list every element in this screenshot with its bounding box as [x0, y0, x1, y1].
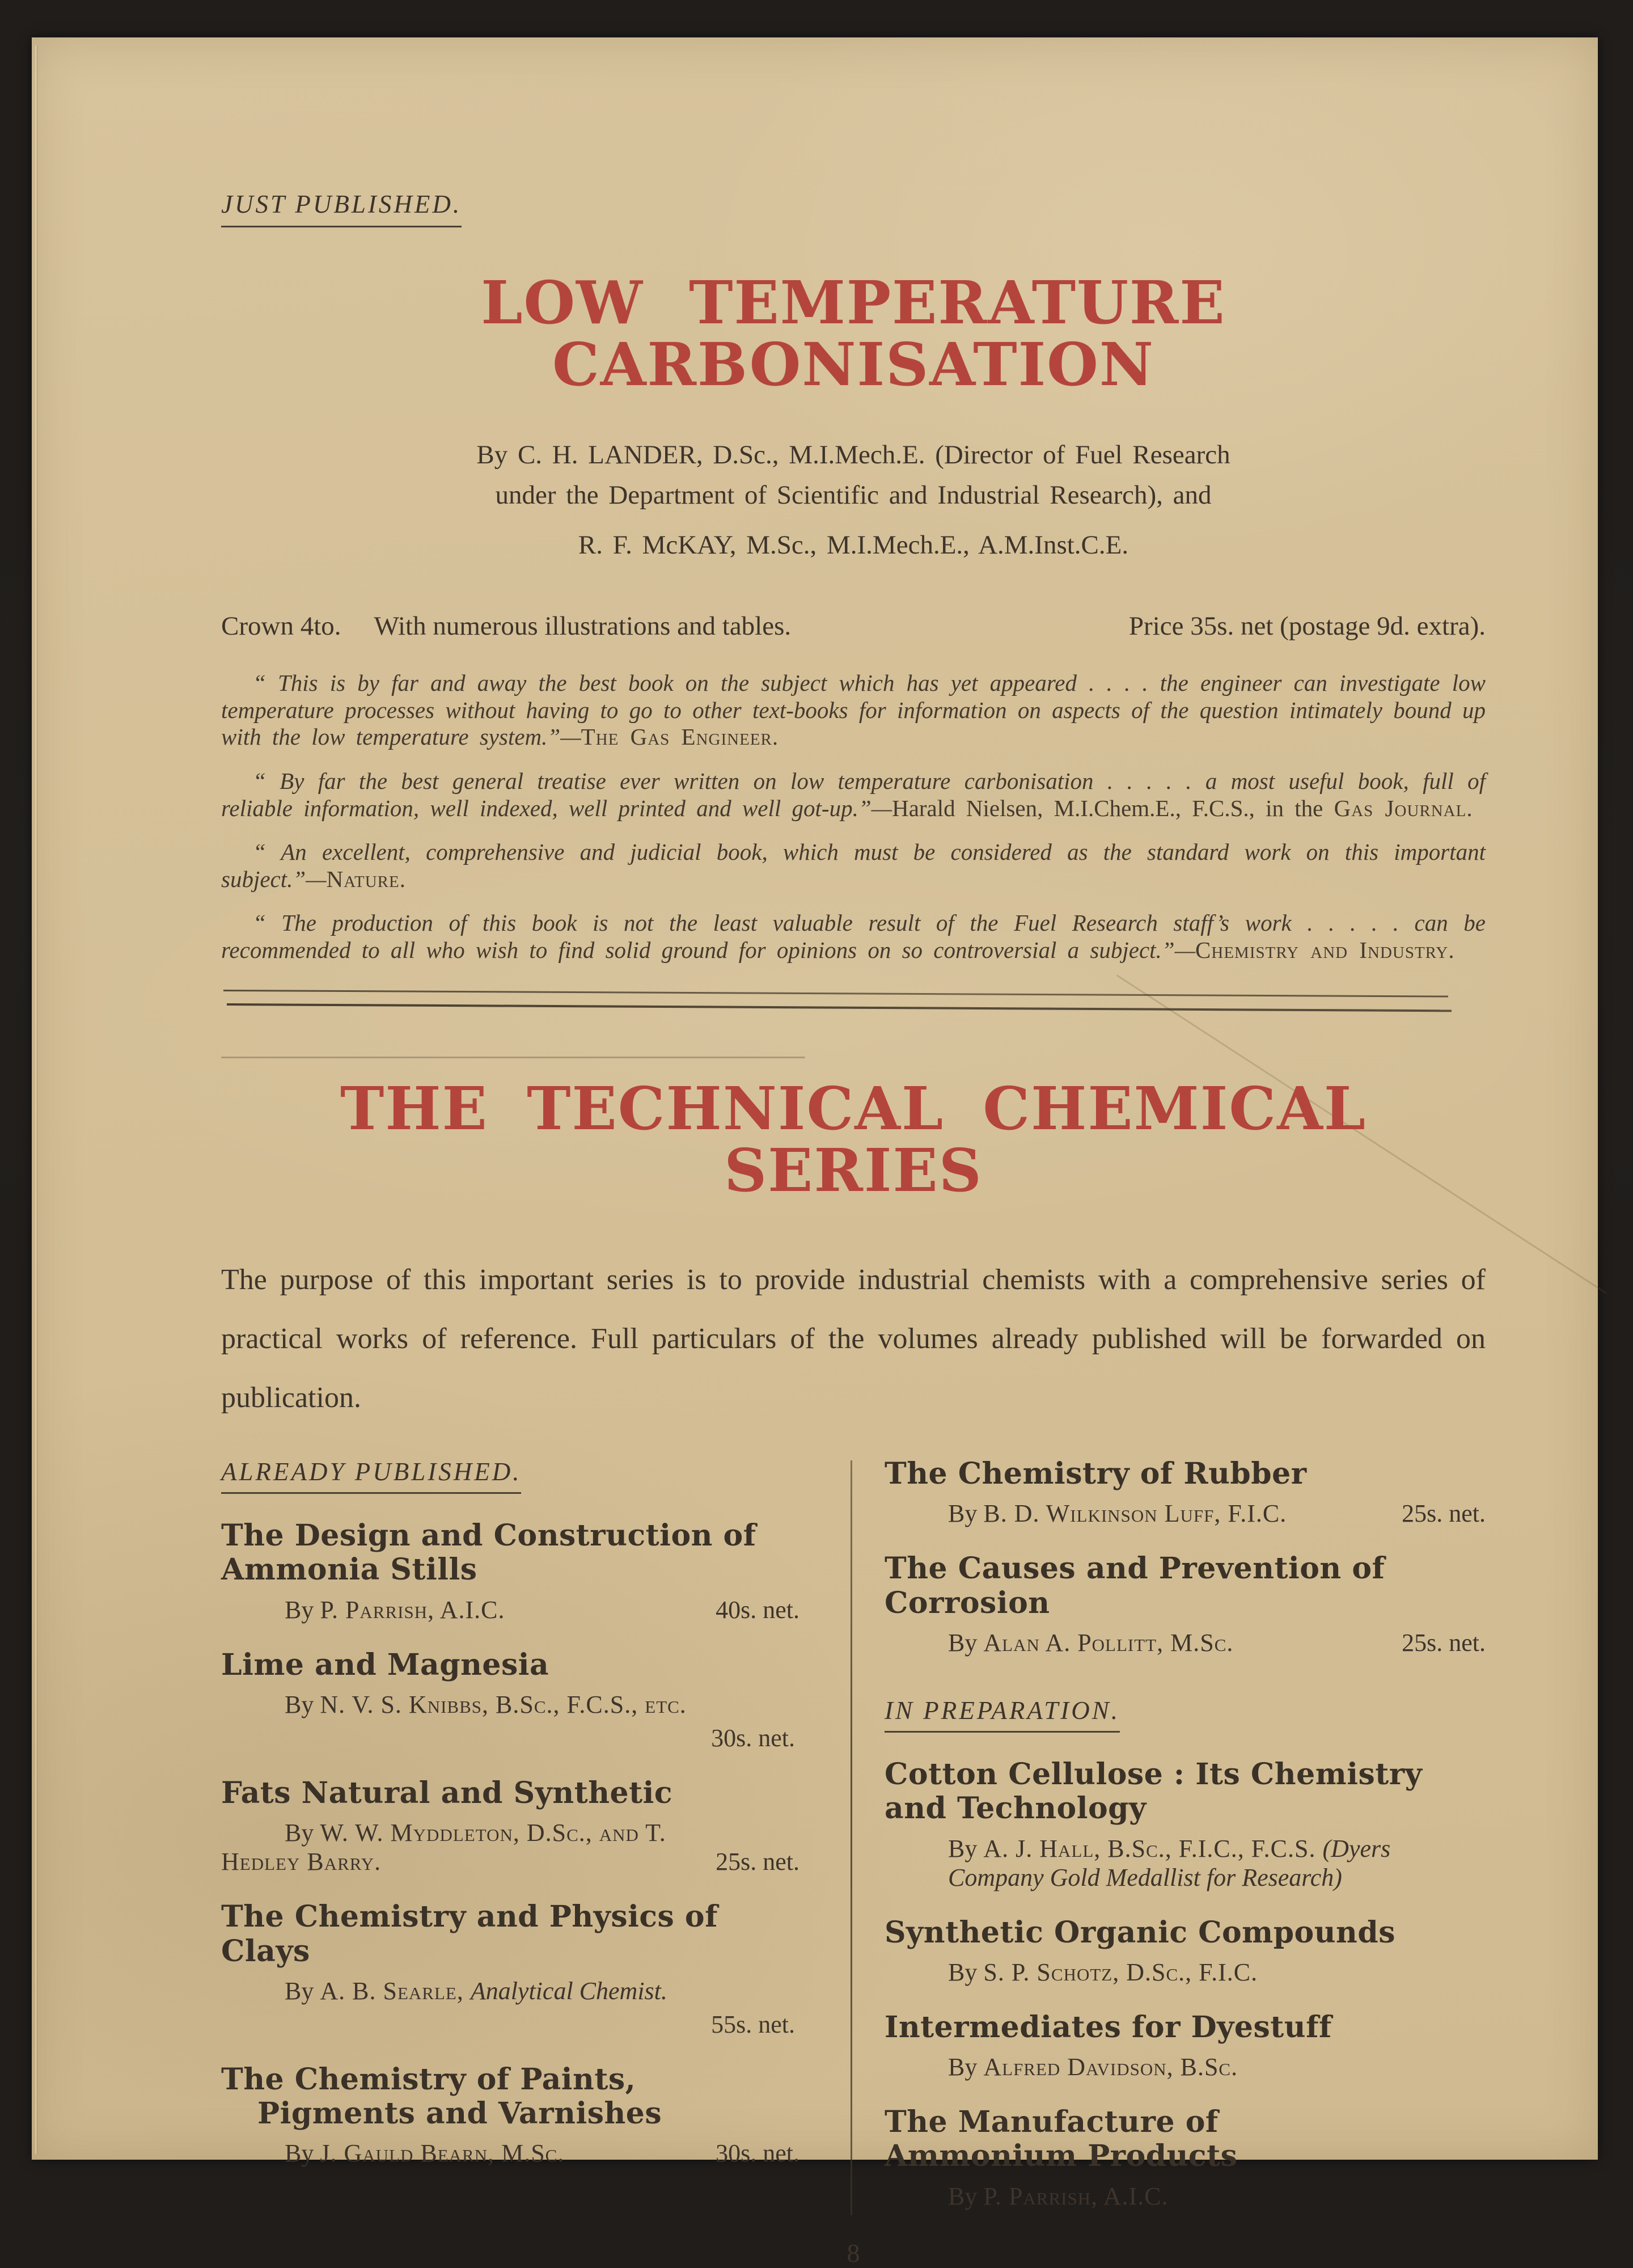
- list-item: [885, 1552, 1486, 1657]
- book-title: Intermediates for Dyestuff: [885, 2009, 1332, 2045]
- list-item: [885, 1457, 1486, 1528]
- list-item: [885, 1758, 1486, 1892]
- format-and-price-row: [221, 611, 1486, 641]
- list-item: [885, 2105, 1486, 2211]
- author-name: A. B. Searle,: [320, 1976, 471, 2005]
- byline-line-1: By C. H. LANDER, D.Sc., M.I.Mech.E. (Director of Fuel Research: [476, 440, 1230, 470]
- page-fold-marks: [221, 981, 1486, 1033]
- book-title: Fats Natural and Synthetic: [221, 1775, 673, 1810]
- book-author: [885, 2052, 1238, 2081]
- author-name: Alfred Davidson, B.Sc.: [983, 2053, 1238, 2081]
- author-row: [221, 1595, 799, 1624]
- by-word: By: [948, 2053, 984, 2081]
- just-published-kicker: JUST PUBLISHED.: [221, 189, 462, 227]
- fold-line: [227, 1003, 1452, 1012]
- by-word: By: [948, 1958, 984, 1986]
- fold-line: [223, 990, 1448, 998]
- byline-line-2: under the Department of Scientific and Industrial Research), and: [495, 480, 1212, 510]
- by-word: By: [948, 1628, 984, 1657]
- by-word: By: [948, 1834, 984, 1862]
- column-right: [885, 1457, 1486, 2235]
- faint-pencil-line: [221, 1057, 805, 1058]
- review-gas-journal: [221, 768, 1486, 822]
- author-name: B. D. Wilkinson Luff, F.I.C.: [983, 1500, 1287, 1528]
- book-price: 30s. net.: [711, 1724, 795, 1752]
- book-title: The Causes and Prevention of Corrosion: [885, 1551, 1385, 1620]
- list-item: [885, 1916, 1486, 1987]
- book-price: 25s. net.: [716, 1848, 799, 1876]
- catalogue-page: [32, 37, 1598, 2267]
- author-name: N. V. S. Knibbs, B.Sc., F.C.S., etc.: [320, 1690, 687, 1718]
- author-row: [221, 1818, 799, 1876]
- review-gas-engineer: [221, 670, 1486, 751]
- book-title: Synthetic Organic Compounds: [885, 1915, 1395, 1950]
- format-note: [221, 611, 791, 641]
- book-author: [221, 2139, 564, 2168]
- author-name: Alan A. Pollitt, M.Sc.: [983, 1628, 1234, 1657]
- book-price: 40s. net.: [716, 1595, 799, 1624]
- in-preparation-heading: IN PREPARATION.: [885, 1696, 1120, 1733]
- author-row: [221, 1976, 799, 2005]
- review-source: The Gas Engineer.: [581, 724, 779, 750]
- book-byline: [221, 435, 1486, 565]
- column-already-published: [221, 1457, 799, 2192]
- book-title: Cotton Cellulose : Its Chemistry and Technology: [885, 1756, 1423, 1826]
- author-name: P. Parrish, A.I.C.: [983, 2182, 1169, 2210]
- book-author: [221, 1818, 699, 1876]
- review-text: “ The production of this book is not the least valuable result of the Fuel Research staff’s work . . . . . can be recommended to all who wish to find solid ground for opinions on so controversial a subject.”—: [221, 910, 1486, 963]
- author-row: [885, 1628, 1486, 1657]
- review-nature: [221, 839, 1486, 893]
- by-word: By: [948, 1500, 984, 1528]
- series-title-technical-chemical-series: THE TECHNICAL CHEMICAL SERIES: [340, 1074, 1367, 1206]
- book-title: The Design and Construction of Ammonia Stills: [221, 1518, 756, 1587]
- book-price: 55s. net.: [711, 2010, 795, 2038]
- book-title: The Chemistry of Paints, Pigments and Varnishes: [221, 2062, 662, 2131]
- list-item: [885, 2011, 1486, 2081]
- book-title: The Chemistry and Physics of Clays: [221, 1899, 718, 1969]
- series-introduction: The purpose of this important series is to provide industrial chemists with a comprehensive series of practical works of reference. Full particulars of the volumes already published will be forwarded on publication.: [221, 1263, 1486, 1414]
- author-note: (Dyers Company Gold Medallist for Research): [948, 1834, 1391, 1891]
- book-author: [221, 1690, 687, 1719]
- book-title: The Chemistry of Rubber: [885, 1456, 1307, 1491]
- by-word: By: [948, 2182, 984, 2210]
- author-row: [221, 1690, 799, 1719]
- page-content: [32, 37, 1598, 2268]
- author-row: [885, 2052, 1486, 2081]
- author-name: A. J. Hall, B.Sc., F.I.C., F.C.S.: [983, 1834, 1323, 1862]
- book-author: [885, 1628, 1233, 1657]
- book-title-low-temperature-carbonisation: LOW TEMPERATURE CARBONISATION: [481, 268, 1226, 400]
- review-chemistry-and-industry: [221, 910, 1486, 964]
- review-source: Gas Journal.: [1334, 795, 1473, 821]
- book-author: [885, 1958, 1258, 1987]
- book-author: [885, 1834, 1486, 1892]
- book-author: [221, 1595, 505, 1624]
- list-item: [221, 1519, 799, 1624]
- review-source: Chemistry and Industry.: [1195, 936, 1455, 963]
- page-number: 8: [847, 2238, 860, 2267]
- byline-line-3: R. F. McKAY, M.Sc., M.I.Mech.E., A.M.Inst.C.E.: [578, 530, 1129, 560]
- by-word: By: [285, 1595, 320, 1624]
- review-source: Nature.: [326, 865, 406, 892]
- format-size: Crown 4to.: [221, 611, 341, 641]
- review-text: “ This is by far and away the best book on the subject which has yet appeared . . . . the engineer can investigate low temperature processes without having to go to other text-books for information on aspects of the question intimately bound up with the low temperature system.”—: [221, 670, 1486, 750]
- by-word: By: [285, 1690, 320, 1718]
- book-author: [885, 2182, 1168, 2211]
- format-illustrations: With numerous illustrations and tables.: [374, 611, 792, 641]
- book-list-columns: [221, 1457, 1486, 2235]
- list-item: [221, 1776, 799, 1876]
- book-title: The Manufacture of Ammonium Products: [885, 2105, 1238, 2174]
- book-author: [221, 1976, 667, 2005]
- press-reviews: [221, 670, 1486, 964]
- already-published-heading: ALREADY PUBLISHED.: [221, 1457, 521, 1494]
- book-price: 25s. net.: [1402, 1500, 1486, 1528]
- author-name: W. W. Myddleton, D.Sc., and T. Hedley Barry.: [221, 1819, 666, 1876]
- list-item: [221, 2063, 799, 2168]
- book-title: Lime and Magnesia: [221, 1647, 549, 1682]
- list-item: [221, 1648, 799, 1752]
- author-row: [885, 2182, 1486, 2211]
- book-author: [885, 1499, 1287, 1528]
- author-name: J. Gauld Bearn, M.Sc.: [320, 2139, 565, 2168]
- by-word: By: [285, 2139, 320, 2168]
- review-text: “ An excellent, comprehensive and judicial book, which must be considered as the standard work on this important subject.”—: [221, 839, 1486, 892]
- by-word: By: [285, 1976, 320, 2005]
- author-name: P. Parrish, A.I.C.: [320, 1595, 505, 1624]
- book-price: 30s. net.: [716, 2139, 799, 2168]
- review-text: “ By far the best general treatise ever written on low temperature carbonisation . . . . . a most useful book, full of reliable information, well indexed, well printed and well got-up.”—: [221, 768, 1486, 821]
- author-note: Analytical Chemist.: [470, 1976, 667, 2005]
- book-price: 25s. net.: [1402, 1628, 1486, 1657]
- price-note: Price 35s. net (postage 9d. extra).: [1128, 611, 1486, 641]
- author-name: S. P. Schotz, D.Sc., F.I.C.: [983, 1958, 1258, 1986]
- review-attribution: Harald Nielsen, M.I.Chem.E., F.C.S., in the: [892, 795, 1334, 821]
- author-row: [221, 2139, 799, 2168]
- author-row: [885, 1499, 1486, 1528]
- by-word: By: [285, 1819, 320, 1847]
- author-row: [885, 1834, 1486, 1892]
- list-item: [221, 1900, 799, 2039]
- author-row: [885, 1958, 1486, 1987]
